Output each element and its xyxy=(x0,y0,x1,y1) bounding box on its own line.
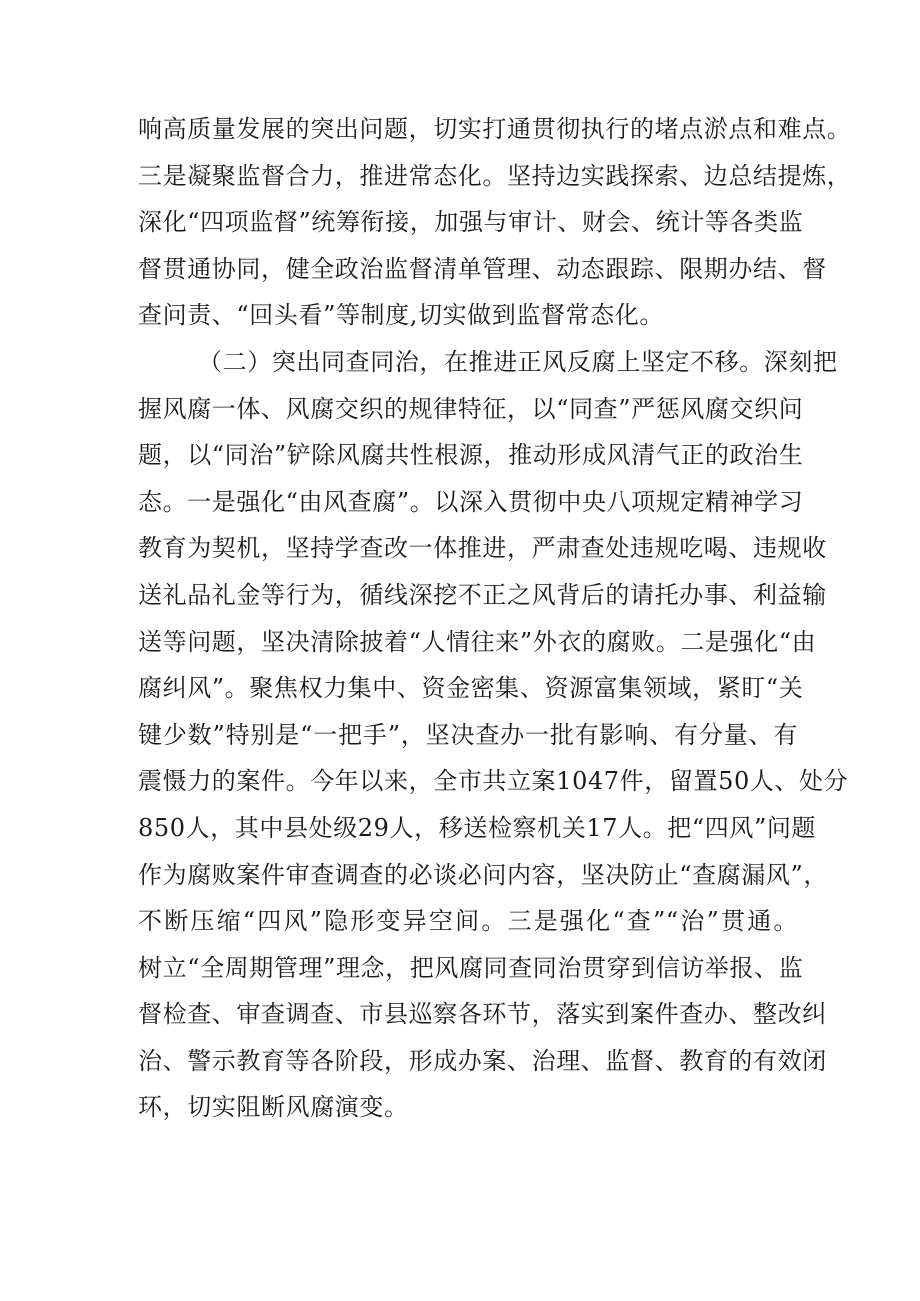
text-line: 不断压缩“四风”隐形变异空间。三是强化“查”“治”贯通。 xyxy=(138,907,798,936)
body-text xyxy=(138,106,852,1131)
text-line: 响高质量发展的突出问题，切实打通贯彻执行的堵点淤点和难点。 xyxy=(138,115,852,143)
text-line: 督贯通协同，健全政治监督清单管理、动态跟踪、限期办结、督 xyxy=(138,254,827,283)
text-line: 题，以“同治”铲除风腐共性根源，推动形成风清气正的政治生 xyxy=(138,441,804,470)
text-line: 送礼品礼金等行为，循线深挖不正之风背后的请托办事、利益输 xyxy=(138,580,827,609)
text-line: 深化“四项监督”统筹衔接，加强与审计、财会、统计等各类监 xyxy=(138,208,804,237)
text-line: 送等问题，坚决清除披着“人情往来”外衣的腐败。二是强化“由 xyxy=(138,627,817,656)
text-line: 震慑力的案件。今年以来，全市共立案1047件，留置50人、处分 xyxy=(138,767,849,796)
section-heading-line: （二）突出同查同治，在推进正风反腐上坚定不移。深刻把 xyxy=(198,347,838,376)
text-line: 态。一是强化“由风查腐”。以深入贯彻中央八项规定精神学习 xyxy=(138,487,804,516)
text-line: 督检查、审查调查、市县巡察各环节，落实到案件查办、整改纠 xyxy=(138,1000,827,1029)
text-line: 腐纠风”。聚焦权力集中、资金密集、资源富集领域，紧盯“关 xyxy=(138,674,804,703)
text-line: 环，切实阻断风腐演变。 xyxy=(138,1093,409,1122)
text-line: 键少数”特别是“一把手”，坚决查办一批有影响、有分量、有 xyxy=(138,720,798,749)
text-line: 作为腐败案件审查调查的必谈必问内容，坚决防止“查腐漏风”， xyxy=(138,860,828,889)
text-line: 850人，其中县处级29人，移送检察机关17人。把“四风”问题 xyxy=(138,813,817,842)
text-line: 治、警示教育等各阶段，形成办案、治理、监督、教育的有效闭 xyxy=(138,1046,827,1075)
text-line: 三是凝聚监督合力，推进常态化。坚持边实践探索、边总结提炼， xyxy=(138,161,852,190)
text-line: 查问责、“回头看”等制度,切实做到监督常态化。 xyxy=(138,301,664,330)
text-line: 握风腐一体、风腐交织的规律特征，以“同查”严惩风腐交织问 xyxy=(138,394,804,423)
text-line: 树立“全周期管理”理念，把风腐同查同治贯穿到信访举报、监 xyxy=(138,953,804,982)
text-line: 教育为契机，坚持学查改一体推进，严肃查处违规吃喝、违规收 xyxy=(138,534,827,563)
